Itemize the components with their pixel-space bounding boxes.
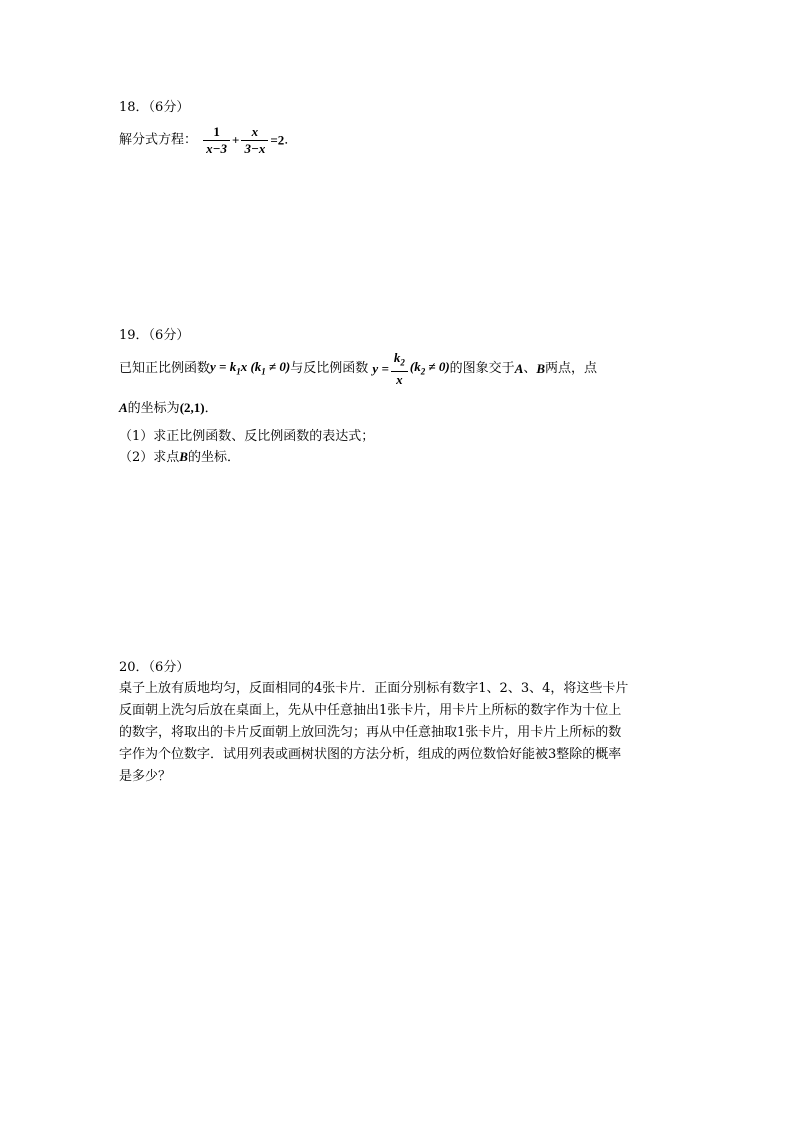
q19-f1-part-a: y = k xyxy=(210,358,237,374)
q19-f2-num-sub: 2 xyxy=(400,357,405,368)
q19-text-3: 的图象交于 xyxy=(449,360,515,376)
q19-text-1: 已知正比例函数 xyxy=(119,360,211,376)
q19-part2-a: （2）求点 xyxy=(119,449,180,465)
q18-header: 18．（6分） xyxy=(119,100,190,115)
q18-equation-line xyxy=(119,124,679,157)
q19-direct-function xyxy=(210,358,291,377)
q19-coordinate: (2,1) xyxy=(179,399,205,415)
q18-plus: + xyxy=(232,132,240,148)
q19-part-1: （1）求正比例函数、反比例函数的表达式； xyxy=(119,428,375,444)
q19-sep: 、 xyxy=(523,360,537,376)
q20-line-4: 字作为个位数字．试用列表或画树状图的方法分析，组成的两位数恰好能被3整除的概率 xyxy=(119,747,622,762)
q19-f1-sub-b: 1 xyxy=(261,366,266,377)
question-20 xyxy=(119,658,679,788)
q20-line-5: 是多少？ xyxy=(119,769,172,784)
q19-f2-cond-a: (k xyxy=(409,358,421,374)
q19-f2-condition xyxy=(409,358,450,377)
q19-f2-cond-b: ≠ 0) xyxy=(425,358,450,374)
q20-header: 20．（6分） xyxy=(119,660,190,675)
q19-point-B: B xyxy=(536,360,546,376)
q18-rhs: =2 xyxy=(270,132,285,148)
q19-statement-line-1 xyxy=(119,350,679,388)
q19-f2-lhs: y = xyxy=(372,360,389,376)
q20-line-3: 的数字，将取出的卡片反面朝上放回洗匀；再从中任意抽取1张卡片，用卡片上所标的数 xyxy=(119,725,622,740)
q19-f1-part-c: ≠ 0) xyxy=(265,358,291,374)
q18-fraction-1 xyxy=(203,124,230,157)
q19-part2-b: 的坐标． xyxy=(187,449,240,465)
question-19 xyxy=(119,326,679,468)
question-18 xyxy=(119,98,679,157)
q19-part-2 xyxy=(119,447,679,468)
q19-f2-num-k: k xyxy=(393,350,401,365)
q19-inverse-fraction xyxy=(391,350,408,388)
q18-frac1-numerator: 1 xyxy=(203,124,230,141)
q19-f2-cond-sub: 2 xyxy=(420,366,426,377)
q19-point-A: A xyxy=(514,360,524,376)
q19-point-A-2: A xyxy=(119,399,128,415)
q19-f1-part-b: x (k xyxy=(240,358,262,374)
q19-f1-sub-a: 1 xyxy=(236,366,241,377)
q19-f2-denominator: x xyxy=(396,371,403,387)
q18-frac2-denominator: 3−x xyxy=(244,141,266,156)
q20-line-2: 反面朝上洗匀后放在桌面上，先从中任意抽出1张卡片，用卡片上所标的数字作为十位上 xyxy=(119,703,622,718)
q18-prefix: 解分式方程： xyxy=(119,132,198,148)
q19-text-4: 两点，点 xyxy=(545,360,598,376)
q19-part2-B: B xyxy=(179,448,188,464)
q18-frac1-denominator: x−3 xyxy=(206,141,228,156)
q19-text-6: ． xyxy=(204,400,218,416)
q19-text-2: 与反比例函数 xyxy=(290,360,369,376)
q19-text-5: 的坐标为 xyxy=(127,400,180,416)
q18-frac2-numerator: x xyxy=(241,124,268,141)
q20-body xyxy=(119,678,679,788)
q20-line-1: 桌子上放有质地均匀，反面相同的4张卡片．正面分别标有数字1、2、3、4，将这些卡片 xyxy=(119,681,629,696)
q19-header: 19．（6分） xyxy=(119,328,190,343)
q18-fraction-2 xyxy=(241,124,268,157)
q19-f2-numerator xyxy=(391,350,408,372)
q19-statement-line-2 xyxy=(119,398,679,419)
q18-end: ． xyxy=(284,132,298,148)
